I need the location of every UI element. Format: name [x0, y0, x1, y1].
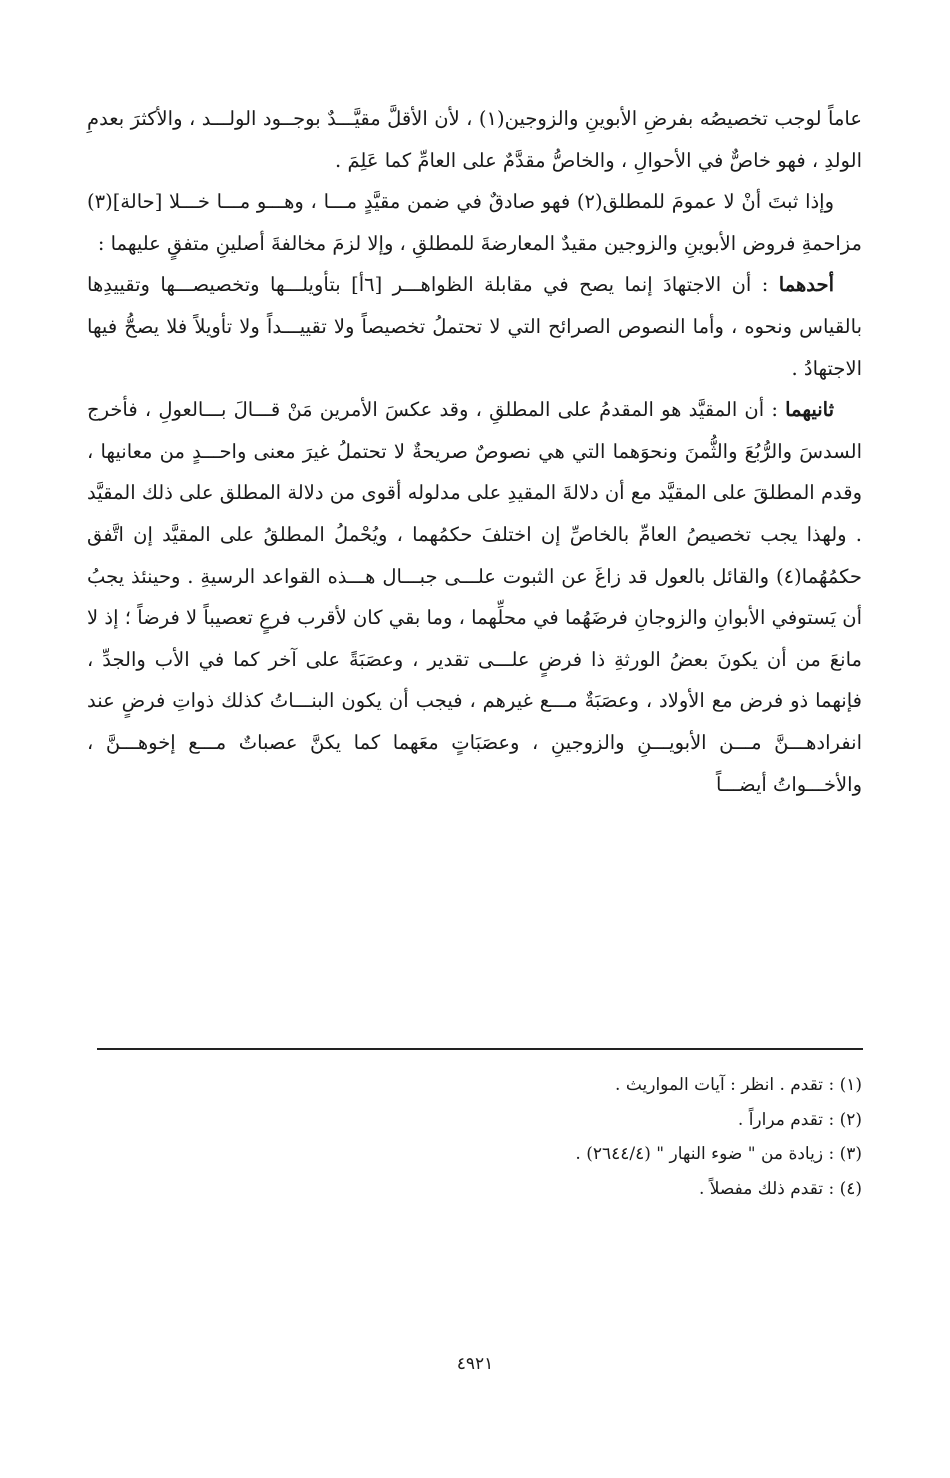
- paragraph-1-text: عاماً لوجب تخصيصُه بفرضِ الأبوينِ والزوجين(١) ، لأن الأقلَّ مقيَّـــدٌ بوجــود الولـــد ، والأكثرَ بعدمِ الولدِ ، فهو خاصٌّ في الأحوالِ ، والخاصُّ مقدَّمٌ على العامِّ كما عَلِمَ .: [87, 107, 862, 172]
- paragraph-4-lead: ثانيهما: [785, 398, 834, 422]
- paragraph-2: [87, 181, 862, 264]
- paragraph-3-lead: أحدهما: [778, 273, 834, 297]
- footnote-divider: [97, 1048, 863, 1050]
- paragraph-3: [87, 264, 862, 389]
- footnotes: [87, 1068, 862, 1206]
- footnote-1: (١) : تقدم . انظر : آيات المواريث .: [615, 1075, 862, 1095]
- footnote-3: (٣) : زيادة من " ضوء النهار " (٢٦٤٤/٤) .: [575, 1144, 862, 1164]
- footnote-4: (٤) : تقدم ذلك مفصلاً .: [698, 1178, 862, 1199]
- paragraph-1: [87, 98, 862, 181]
- paragraph-4: [87, 389, 862, 805]
- paragraph-3-text: : أن الاجتهادَ إنما يصح في مقابلة الظواهـــر [٦أ] بتأويلـــها وتخصيصـــها وتقييدِها بالقياس ونحوه ، وأما النصوص الصرائح التي لا تحتملُ تخصيصاً ولا تقييـــداً ولا تأويلاً فلا يصحُّ فيها الاجتهادُ .: [87, 273, 862, 380]
- paragraph-4-text: : أن المقيَّد هو المقدمُ على المطلقِ ، وقد عكسَ الأمرين مَنْ قـــالَ بـــالعولِ ، فأخرج السدسَ والرُّبُعَ والثُّمنَ ونحوَهما التي هي نصوصٌ صريحةٌ لا تحتملُ غيرَ معنى واحـــدٍ من معانيها ، وقدم المطلقَ على المقيَّد مع أن دلالةَ المقيدِ على مدلوله أقوى من دلالة المطلق على ذلك المقيَّد . ولهذا يجب تخصيصُ العامِّ بالخاصِّ إن اختلفَ حكمُهما ، ويُحْملُ المطلقُ على المقيَّد إن اتَّفق حكمُهُما(٤) والقائل بالعول قد زاغَ عن الثبوت علـــى جبـــال هـــذه القواعد الرسيةِ . وحينئذ يجبُ أن يَستوفي الأبوانِ والزوجانِ فرضَهُما في محلِّهما ، وما بقي كان لأقرب فرعٍ تعصيباً لا فرضاً ؛ إذ لا مانعَ من أن يكونَ بعضُ الورثةِ ذا فرضٍ علـــى تقدير ، وعصَبَةً على آخر كما في الأب والجدِّ ، فإنهما ذو فرض مع الأولاد ، وعصَبَةٌ مـــع غيرهم ، فيجب أن يكون البنـــاتُ كذلك ذواتِ فرضٍ عند انفرادهـــنَّ مـــن الأبويـــنِ والزوجينِ ، وعصَبَاتٍ معَهما كما يكنَّ عصباتٌ مـــع إخوهـــنَّ ، والأخـــواتُ أيضـــاً: [87, 398, 862, 796]
- page-number: ٤٩٢١: [456, 1354, 494, 1374]
- main-text: [87, 98, 862, 805]
- paragraph-2-text: وإذا ثبتَ أنْ لا عمومَ للمطلق(٢) فهو صادقٌ في ضمن مقيَّدٍ مـــا ، وهـــو مـــا خـــلا [حالة](٣) مزاحمةِ فروض الأبوينِ والزوجين مقيدٌ المعارضةَ للمطلقِ ، وإلا لزمَ مخالفةَ أصلينِ متفقٍ عليهما :: [87, 190, 862, 255]
- footnote-2: (٢) : تقدم مراراً .: [737, 1109, 862, 1130]
